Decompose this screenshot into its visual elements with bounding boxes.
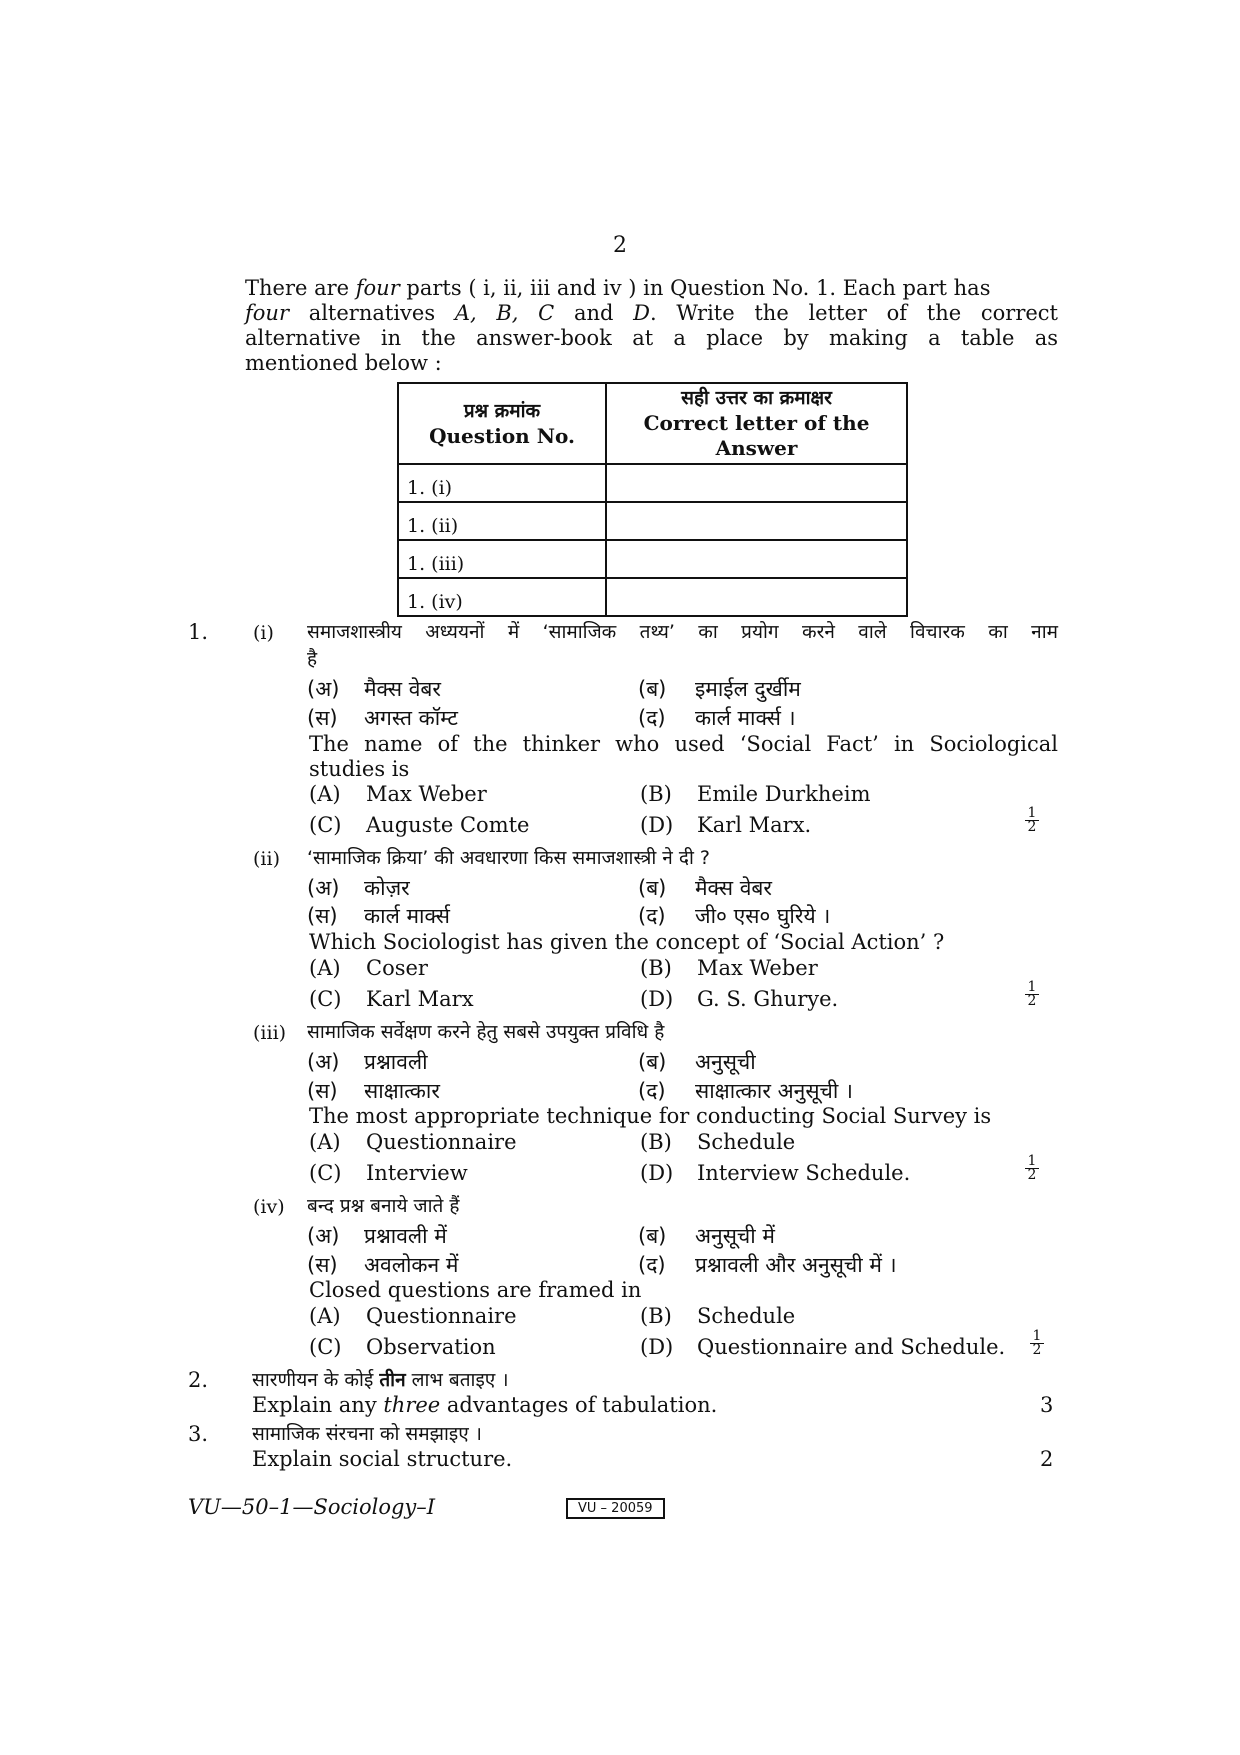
q3-marks: 2 [1040, 1447, 1054, 1471]
q1-i-english-option-b: (B) Emile Durkheim [640, 782, 871, 806]
question-3-number: 3. [188, 1422, 209, 1446]
q1-part-iii-label: (iii) [253, 1022, 287, 1044]
q1-i-hindi-option-c: (स) अगस्त कॉम्ट [307, 706, 458, 730]
instructions-line-1: There are four parts ( i, ii, iii and iv ) in Question No. 1. Each part has [245, 276, 991, 300]
q1-ii-english-option-c: (C) Karl Marx [309, 987, 474, 1011]
q1-iii-hindi-option-c: (स) साक्षात्कार [307, 1079, 440, 1103]
q1-iv-english-option-b: (B) Schedule [640, 1304, 796, 1328]
q1-iv-hindi-question: बन्द प्रश्न बनाये जाते हैं [307, 1195, 460, 1217]
q1-i-hindi-option-b: (ब) इमाईल दुर्खीम [638, 677, 801, 701]
header-question-english: Question No. [429, 423, 575, 448]
q1-i-english-question-line2: studies is [309, 757, 410, 781]
q1-i-english-question: The name of the thinker who used ‘Social Fact’ in Sociological [309, 732, 1058, 756]
q1-ii-marks: $\frac{1}{2}$ [1025, 981, 1039, 1008]
q1-iv-english-option-c: (C) Observation [309, 1335, 496, 1359]
q1-iv-hindi-option-a: (अ) प्रश्नावली में [307, 1224, 447, 1248]
answer-table [397, 382, 908, 617]
instructions [245, 276, 1058, 376]
q1-i-marks: $\frac{1}{2}$ [1025, 807, 1039, 834]
q1-iv-marks: $\frac{1}{2}$ [1030, 1330, 1044, 1357]
q1-ii-english-question: Which Sociologist has given the concept of ‘Social Action’ ? [309, 930, 945, 954]
q1-ii-english-option-b: (B) Max Weber [640, 956, 818, 980]
table-cell-answer [606, 502, 907, 540]
page-number: 2 [613, 233, 627, 258]
q1-i-english-option-c: (C) Auguste Comte [309, 813, 530, 837]
question-2-number: 2. [188, 1368, 209, 1392]
table-cell-question: 1. (iv) [398, 578, 606, 616]
q1-iv-hindi-option-d: (द) प्रश्नावली और अनुसूची में । [638, 1253, 897, 1277]
q1-iii-hindi-option-d: (द) साक्षात्कार अनुसूची । [638, 1079, 853, 1103]
instructions-line-3: alternative in the answer-book at a place by making a table as [245, 326, 1058, 350]
q1-iii-hindi-option-a: (अ) प्रश्नावली [307, 1050, 428, 1074]
table-cell-answer [606, 464, 907, 502]
serial-code-box: VU – 20059 [566, 1498, 665, 1519]
q1-part-ii-label: (ii) [253, 848, 280, 870]
q1-part-i-label: (i) [253, 622, 274, 644]
header-answer-hindi: सही उत्तर का क्रमाक्षर [681, 387, 832, 409]
question-1-number: 1. [188, 620, 209, 644]
q1-iii-english-option-d: (D) Interview Schedule. [640, 1161, 911, 1185]
q1-ii-hindi-option-c: (स) कार्ल मार्क्स [307, 904, 450, 928]
header-answer-english-1: Correct letter of the [643, 411, 870, 435]
q3-hindi-question: सामाजिक संरचना को समझाइए । [252, 1423, 483, 1445]
q1-iv-english-question: Closed questions are framed in [309, 1278, 642, 1302]
table-cell-question: 1. (ii) [398, 502, 606, 540]
table-row [398, 578, 907, 616]
header-question-hindi: प्रश्न क्रमांक [463, 399, 541, 422]
q1-iii-english-option-a: (A) Questionnaire [309, 1130, 517, 1154]
q1-iii-hindi-option-b: (ब) अनुसूची [638, 1050, 756, 1074]
q1-ii-hindi-option-b: (ब) मैक्स वेबर [638, 876, 773, 900]
table-cell-answer [606, 578, 907, 616]
table-row [398, 464, 907, 502]
q1-i-hindi-question-line2: है [307, 648, 318, 670]
q1-ii-english-option-a: (A) Coser [309, 956, 428, 980]
table-row [398, 502, 907, 540]
q1-iii-marks: $\frac{1}{2}$ [1025, 1155, 1039, 1182]
q1-i-hindi-question: समाजशास्त्रीय अध्ययनों में ‘सामाजिक तथ्य’ का प्रयोग करने वाले विचारक का नाम [307, 621, 1058, 643]
q1-iv-english-option-a: (A) Questionnaire [309, 1304, 517, 1328]
q1-i-hindi-option-a: (अ) मैक्स वेबर [307, 677, 442, 701]
q1-ii-hindi-option-a: (अ) कोज़र [307, 876, 410, 900]
q1-iii-hindi-question: सामाजिक सर्वेक्षण करने हेतु सबसे उपयुक्त प्रविधि है [307, 1021, 665, 1043]
paper-code: VU—50–1—Sociology–I [188, 1495, 436, 1519]
q1-iv-hindi-option-c: (स) अवलोकन में [307, 1253, 459, 1277]
q2-marks: 3 [1040, 1393, 1054, 1417]
answer-table-header-question [398, 383, 606, 464]
table-cell-answer [606, 540, 907, 578]
q1-i-english-option-d: (D) Karl Marx. [640, 813, 812, 837]
q1-ii-hindi-option-d: (द) जी० एस० घुरिये । [638, 904, 831, 928]
q1-iv-hindi-option-b: (ब) अनुसूची में [638, 1224, 775, 1248]
table-cell-question: 1. (i) [398, 464, 606, 502]
q1-ii-hindi-question: ‘सामाजिक क्रिया’ की अवधारणा किस समाजशास्त्री ने दी ? [307, 847, 711, 869]
table-cell-question: 1. (iii) [398, 540, 606, 578]
q1-iii-english-question: The most appropriate technique for conducting Social Survey is [309, 1104, 992, 1128]
q1-part-iv-label: (iv) [253, 1196, 285, 1218]
instructions-line-4: mentioned below : [245, 351, 442, 375]
q3-english-question: Explain social structure. [252, 1447, 513, 1471]
q1-iii-english-option-c: (C) Interview [309, 1161, 468, 1185]
header-answer-english-2: Answer [715, 436, 798, 460]
q1-i-english-option-a: (A) Max Weber [309, 782, 487, 806]
q2-hindi-question: सारणीयन के कोई तीन लाभ बताइए । [252, 1369, 509, 1391]
q1-i-hindi-option-d: (द) कार्ल मार्क्स । [638, 706, 796, 730]
table-row [398, 540, 907, 578]
q2-english-question: Explain any three advantages of tabulation. [252, 1393, 718, 1417]
q1-ii-english-option-d: (D) G. S. Ghurye. [640, 987, 839, 1011]
q1-iv-english-option-d: (D) Questionnaire and Schedule. [640, 1335, 1006, 1359]
q1-iii-english-option-b: (B) Schedule [640, 1130, 796, 1154]
instructions-line-2: four alternatives A, B, C and D. Write the letter of the correct [245, 301, 1058, 325]
answer-table-header-answer [606, 383, 907, 464]
